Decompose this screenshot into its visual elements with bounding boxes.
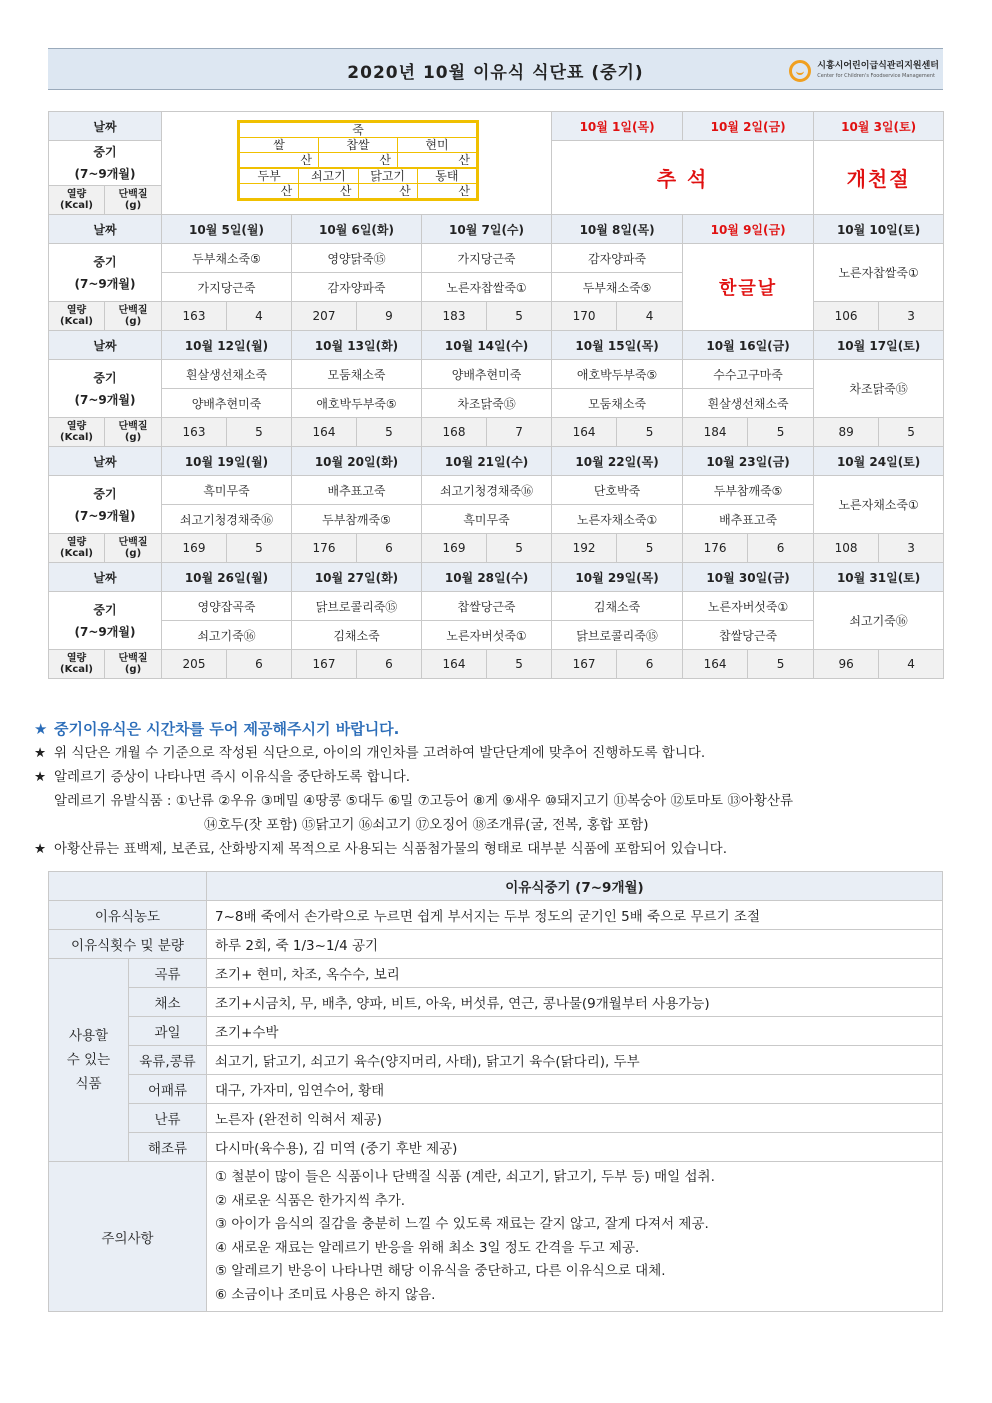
- food-category: 육류,콩류: [129, 1046, 207, 1075]
- stage-label: [49, 476, 162, 534]
- date-header: 10월 21일(수): [422, 447, 552, 476]
- menu-item: 애호박두부죽⑤: [292, 389, 422, 418]
- date-header: 10월 20일(화): [292, 447, 422, 476]
- food-row: [49, 1133, 943, 1162]
- protein-label: 단백질 (g): [105, 534, 162, 563]
- kcal-value: 184: [683, 418, 748, 447]
- protein-value: 6: [357, 534, 422, 563]
- food-category: 곡류: [129, 959, 207, 988]
- kcal-value: 169: [162, 534, 227, 563]
- menu-item: 두부참깨죽⑤: [683, 476, 814, 505]
- center-logo: [789, 60, 939, 82]
- protein-value: 3: [879, 534, 944, 563]
- kcal-value: 167: [552, 650, 617, 679]
- kcal-value: 164: [422, 650, 487, 679]
- protein-value: 4: [879, 650, 944, 679]
- date-header: 10월 16일(금): [683, 331, 814, 360]
- protein-value: 5: [748, 650, 814, 679]
- stage-age: (7~9개월): [74, 392, 136, 407]
- date-header: 10월 12일(월): [162, 331, 292, 360]
- kcal-value: 168: [422, 418, 487, 447]
- menu-item: 영양잡곡죽: [162, 592, 292, 621]
- menu-item: 찹쌀당근죽: [683, 621, 814, 650]
- energy-label: 열량 (Kcal): [49, 186, 105, 215]
- legend-protein: 두부: [240, 169, 299, 184]
- menu-item: 노른자버섯죽①: [683, 592, 814, 621]
- info-header: 이유식중기 (7~9개월): [207, 872, 943, 901]
- food-row: [49, 988, 943, 1017]
- sat-menu-item: 쇠고기죽⑯: [814, 592, 944, 650]
- food-items: 조기+ 현미, 차조, 옥수수, 보리: [207, 959, 943, 988]
- date-header: 10월 13일(화): [292, 331, 422, 360]
- info-table: [48, 871, 943, 1312]
- menu-item: 애호박두부죽⑤: [552, 360, 683, 389]
- origin-legend: [237, 120, 479, 201]
- protein-value: 9: [357, 302, 422, 331]
- date-row: [49, 447, 944, 476]
- star-icon: ★: [34, 745, 47, 761]
- frequency-label: 이유식횟수 및 분량: [49, 930, 207, 959]
- foods-body: [49, 959, 943, 1162]
- food-row: [49, 1104, 943, 1133]
- protein-label: 단백질 (g): [105, 302, 162, 331]
- date-header: 10월 28일(수): [422, 563, 552, 592]
- date-header: 10월 8일(목): [552, 215, 683, 244]
- legend-grain: 찹쌀: [319, 138, 398, 153]
- holiday-hangeul: 한글날: [683, 244, 814, 331]
- legend-protein-table: [239, 168, 477, 199]
- stage-name: 중기: [93, 254, 117, 269]
- menu-item: 모둠채소죽: [292, 360, 422, 389]
- date-label: 날짜: [49, 331, 162, 360]
- menu-item: 노른자채소죽①: [552, 505, 683, 534]
- info-corner: [49, 872, 207, 901]
- date-header: 10월 10일(토): [814, 215, 944, 244]
- protein-value: 5: [357, 418, 422, 447]
- logo-sub: Center for Children's Foodservice Management: [817, 73, 935, 79]
- menu-item: 흰살생선채소죽: [683, 389, 814, 418]
- nutrition-row: [49, 418, 944, 447]
- title-bar-wrap: [48, 48, 943, 90]
- menu-item: 흰살생선채소죽: [162, 360, 292, 389]
- menu-item: 쇠고기죽⑯: [162, 621, 292, 650]
- menu-item: 두부채소죽⑤: [162, 244, 292, 273]
- food-items: 쇠고기, 닭고기, 쇠고기 육수(양지머리, 사태), 닭고기 육수(닭다리), 두부: [207, 1046, 943, 1075]
- legend-grain-table: [239, 122, 477, 168]
- legend-grain: 현미: [398, 138, 477, 153]
- nutrition-row: [49, 534, 944, 563]
- protein-value: 3: [879, 302, 944, 331]
- protein-value: 6: [357, 650, 422, 679]
- date-header: 10월 24일(토): [814, 447, 944, 476]
- menu-item: 쇠고기청경채죽⑯: [422, 476, 552, 505]
- menu-item: 김채소죽: [292, 621, 422, 650]
- food-row: [49, 959, 943, 988]
- food-items: 조기+시금치, 무, 배추, 양파, 비트, 아욱, 버섯류, 연근, 콩나물(9개월부터 사용가능): [207, 988, 943, 1017]
- kcal-value: 169: [422, 534, 487, 563]
- kcal-value: 192: [552, 534, 617, 563]
- energy-label: 열량 (Kcal): [49, 418, 105, 447]
- note-1: ★ 중기이유식은 시간차를 두어 제공해주시기 바랍니다.: [34, 717, 964, 741]
- legend-origin: 산: [358, 184, 417, 199]
- holiday-gaecheonjeol: 개천절: [814, 141, 944, 215]
- star-icon: ★: [34, 769, 47, 785]
- legend-origin: 산: [240, 184, 299, 199]
- stage-name: 중기: [93, 370, 117, 385]
- legend-origin: 산: [398, 153, 477, 168]
- menu-item: 두부참깨죽⑤: [292, 505, 422, 534]
- food-category: 채소: [129, 988, 207, 1017]
- date-header: 10월 17일(토): [814, 331, 944, 360]
- legend-origin: 산: [319, 153, 398, 168]
- allergen-list-2: ⑭호두(잣 포함) ⑮닭고기 ⑯쇠고기 ⑰오징어 ⑱조개류(굴, 전복, 홍합 포함): [204, 817, 649, 833]
- weeks-body: [49, 331, 944, 679]
- menu-item: 노른자찹쌀죽①: [422, 273, 552, 302]
- protein-label: 단백질 (g): [105, 186, 162, 215]
- consistency-value: 7~8배 죽에서 손가락으로 누르면 쉽게 부서지는 두부 정도의 굳기인 5배 죽으로 무르기 조절: [207, 901, 943, 930]
- energy-label: 열량 (Kcal): [49, 650, 105, 679]
- menu-item: 노른자버섯죽①: [422, 621, 552, 650]
- food-items: 조기+수박: [207, 1017, 943, 1046]
- note-3: ★ 알레르기 증상이 나타나면 즉시 이유식을 중단하도록 합니다.: [34, 765, 964, 789]
- menu-row: [49, 621, 944, 650]
- protein-value: 5: [879, 418, 944, 447]
- stage-age: (7~9개월): [74, 508, 136, 523]
- date-header: 10월 23일(금): [683, 447, 814, 476]
- protein-value: 7: [487, 418, 552, 447]
- menu-item: 찹쌀당근죽: [422, 592, 552, 621]
- protein-value: 5: [748, 418, 814, 447]
- sat-menu-item: 노른자찹쌀죽①: [814, 244, 944, 302]
- menu-row: [49, 505, 944, 534]
- caution-item: ① 철분이 많이 들은 식품이나 단백질 식품 (계란, 쇠고기, 닭고기, 두부 등) 매일 섭취.: [215, 1169, 715, 1185]
- date-header: 10월 26일(월): [162, 563, 292, 592]
- smile-logo-icon: [789, 60, 811, 82]
- date-label: 날짜: [49, 447, 162, 476]
- consistency-label: 이유식농도: [49, 901, 207, 930]
- kcal-value: 108: [814, 534, 879, 563]
- page-title: 2020년 10월 이유식 식단표 (중기): [347, 63, 644, 83]
- protein-label: 단백질 (g): [105, 418, 162, 447]
- stage-age: (7~9개월): [74, 167, 136, 181]
- date-header: 10월 5일(월): [162, 215, 292, 244]
- food-category: 과일: [129, 1017, 207, 1046]
- food-category: 어패류: [129, 1075, 207, 1104]
- legend-origin: 산: [240, 153, 319, 168]
- week2-menu-row1: [49, 244, 944, 273]
- date-header: 10월 2일(금): [683, 112, 814, 141]
- menu-item: 감자양파죽: [552, 244, 683, 273]
- stage-age: (7~9개월): [74, 624, 136, 639]
- date-header: 10월 6일(화): [292, 215, 422, 244]
- caution-item: ④ 새로운 재료는 알레르기 반응을 위해 최소 3일 정도 간격을 두고 제공.: [215, 1239, 640, 1256]
- stage-label: [49, 360, 162, 418]
- legend-origin: 산: [299, 184, 358, 199]
- kcal-value: 167: [292, 650, 357, 679]
- stage-label: [49, 141, 162, 186]
- kcal-value: 89: [814, 418, 879, 447]
- menu-item: 배추표고죽: [683, 505, 814, 534]
- caution-item: ⑥ 소금이나 조미료 사용은 하지 않음.: [215, 1286, 436, 1303]
- frequency-value: 하루 2회, 죽 1/3~1/4 공기: [207, 930, 943, 959]
- protein-value: 5: [617, 534, 683, 563]
- kcal-value: 176: [683, 534, 748, 563]
- energy-label: 열량 (Kcal): [49, 302, 105, 331]
- protein-value: 5: [487, 302, 552, 331]
- menu-item: 모둠채소죽: [552, 389, 683, 418]
- legend-grain: 쌀: [240, 138, 319, 153]
- protein-label: 단백질 (g): [105, 650, 162, 679]
- food-items: 대구, 가자미, 임연수어, 황태: [207, 1075, 943, 1104]
- caution-label: 주의사항: [49, 1162, 207, 1312]
- menu-item: 흑미무죽: [162, 476, 292, 505]
- date-label: 날짜: [49, 112, 162, 141]
- week1-date-row: [49, 112, 944, 141]
- kcal-value: 207: [292, 302, 357, 331]
- star-icon: ★: [34, 720, 48, 738]
- date-header: 10월 3일(토): [814, 112, 944, 141]
- week2-date-row: [49, 215, 944, 244]
- menu-item: 두부채소죽⑤: [552, 273, 683, 302]
- menu-item: 배추표고죽: [292, 476, 422, 505]
- kcal-value: 164: [292, 418, 357, 447]
- star-icon: ★: [34, 841, 47, 857]
- caution-item: ② 새로운 식품은 한가지씩 추가.: [215, 1192, 406, 1209]
- protein-value: 5: [617, 418, 683, 447]
- menu-row: [49, 476, 944, 505]
- legend-title: 죽: [240, 123, 477, 138]
- protein-value: 5: [487, 534, 552, 563]
- menu-item: 영양닭죽⑮: [292, 244, 422, 273]
- menu-item: 양배추현미죽: [422, 360, 552, 389]
- date-header: 10월 31일(토): [814, 563, 944, 592]
- stage-name: 중기: [93, 145, 117, 159]
- title-bar: [48, 48, 943, 90]
- protein-value: 6: [617, 650, 683, 679]
- stage-name: 중기: [93, 602, 117, 617]
- legend-origin: 산: [417, 184, 476, 199]
- usable-foods-label: 사용할 수 있는 식품: [49, 959, 129, 1162]
- kcal-value: 163: [162, 302, 227, 331]
- menu-row: [49, 389, 944, 418]
- food-items: 다시마(육수용), 김 미역 (중기 후반 제공): [207, 1133, 943, 1162]
- menu-row: [49, 592, 944, 621]
- kcal-value: 183: [422, 302, 487, 331]
- note-4: ★ 아황산류는 표백제, 보존료, 산화방지제 목적으로 사용되는 식품첨가물의 형태로 대부분 식품에 포함되어 있습니다.: [34, 837, 964, 861]
- date-header: 10월 27일(화): [292, 563, 422, 592]
- legend-protein: 닭고기: [358, 169, 417, 184]
- sat-menu-item: 노른자채소죽①: [814, 476, 944, 534]
- kcal-value: 170: [552, 302, 617, 331]
- note-2: ★ 위 식단은 개월 수 기준으로 작성된 식단으로, 아이의 개인차를 고려하여 발단단계에 맞추어 진행하도록 합니다.: [34, 741, 964, 765]
- date-header: 10월 1일(목): [552, 112, 683, 141]
- caution-item: ⑤ 알레르기 반응이 나타나면 해당 이유식을 중단하고, 다른 이유식으로 대체.: [215, 1263, 666, 1279]
- food-items: 노른자 (완전히 익혀서 제공): [207, 1104, 943, 1133]
- notes: [34, 717, 964, 861]
- kcal-value: 164: [683, 650, 748, 679]
- menu-item: 닭브로콜리죽⑮: [552, 621, 683, 650]
- protein-value: 4: [227, 302, 292, 331]
- menu-item: 감자양파죽: [292, 273, 422, 302]
- date-row: [49, 563, 944, 592]
- kcal-value: 164: [552, 418, 617, 447]
- date-header: 10월 19일(월): [162, 447, 292, 476]
- stage-label: [49, 244, 162, 302]
- caution-list: [207, 1162, 943, 1312]
- date-row: [49, 331, 944, 360]
- date-header: 10월 22일(목): [552, 447, 683, 476]
- energy-label: 열량 (Kcal): [49, 534, 105, 563]
- menu-item: 수수고구마죽: [683, 360, 814, 389]
- stage-age: (7~9개월): [74, 276, 136, 291]
- menu-item: 닭브로콜리죽⑮: [292, 592, 422, 621]
- date-header: 10월 30일(금): [683, 563, 814, 592]
- stage-label: [49, 592, 162, 650]
- food-row: [49, 1017, 943, 1046]
- protein-value: 5: [487, 650, 552, 679]
- holiday-chuseok: 추 석: [552, 141, 814, 215]
- food-category: 난류: [129, 1104, 207, 1133]
- date-header: 10월 7일(수): [422, 215, 552, 244]
- menu-item: 차조닭죽⑮: [422, 389, 552, 418]
- menu-item: 쇠고기청경채죽⑯: [162, 505, 292, 534]
- legend-protein: 동태: [417, 169, 476, 184]
- menu-item: 가지당근죽: [422, 244, 552, 273]
- kcal-value: 96: [814, 650, 879, 679]
- allergen-list-1: 알레르기 유발식품 : ①난류 ②우유 ③메밀 ④땅콩 ⑤대두 ⑥밀 ⑦고등어 ⑧게 ⑨새우 ⑩돼지고기 ⑪복숭아 ⑫토마토 ⑬아황산류: [54, 793, 794, 809]
- date-label: 날짜: [49, 563, 162, 592]
- protein-value: 6: [227, 650, 292, 679]
- protein-value: 4: [617, 302, 683, 331]
- menu-item: 양배추현미죽: [162, 389, 292, 418]
- protein-value: 5: [227, 534, 292, 563]
- caution-item: ③ 아이가 음식의 질감을 충분히 느낄 수 있도록 재료는 갈지 않고, 잘게 다져서 제공.: [215, 1216, 709, 1232]
- menu-item: 흑미무죽: [422, 505, 552, 534]
- food-row: [49, 1075, 943, 1104]
- date-label: 날짜: [49, 215, 162, 244]
- logo-text: [817, 61, 939, 81]
- menu-table: [48, 111, 944, 679]
- date-header: 10월 14일(수): [422, 331, 552, 360]
- date-header: 10월 9일(금): [683, 215, 814, 244]
- legend-protein: 쇠고기: [299, 169, 358, 184]
- menu-row: [49, 360, 944, 389]
- protein-value: 5: [227, 418, 292, 447]
- kcal-value: 106: [814, 302, 879, 331]
- date-header: 10월 15일(목): [552, 331, 683, 360]
- date-header: 10월 29일(목): [552, 563, 683, 592]
- nutrition-row: [49, 650, 944, 679]
- protein-value: 6: [748, 534, 814, 563]
- food-category: 해조류: [129, 1133, 207, 1162]
- menu-item: 단호박죽: [552, 476, 683, 505]
- menu-item: 김채소죽: [552, 592, 683, 621]
- logo-main: 시흥시어린이급식관리지원센터: [817, 61, 939, 71]
- stage-name: 중기: [93, 486, 117, 501]
- kcal-value: 176: [292, 534, 357, 563]
- food-row: [49, 1046, 943, 1075]
- kcal-value: 163: [162, 418, 227, 447]
- sat-menu-item: 차조닭죽⑮: [814, 360, 944, 418]
- kcal-value: 205: [162, 650, 227, 679]
- menu-item: 가지당근죽: [162, 273, 292, 302]
